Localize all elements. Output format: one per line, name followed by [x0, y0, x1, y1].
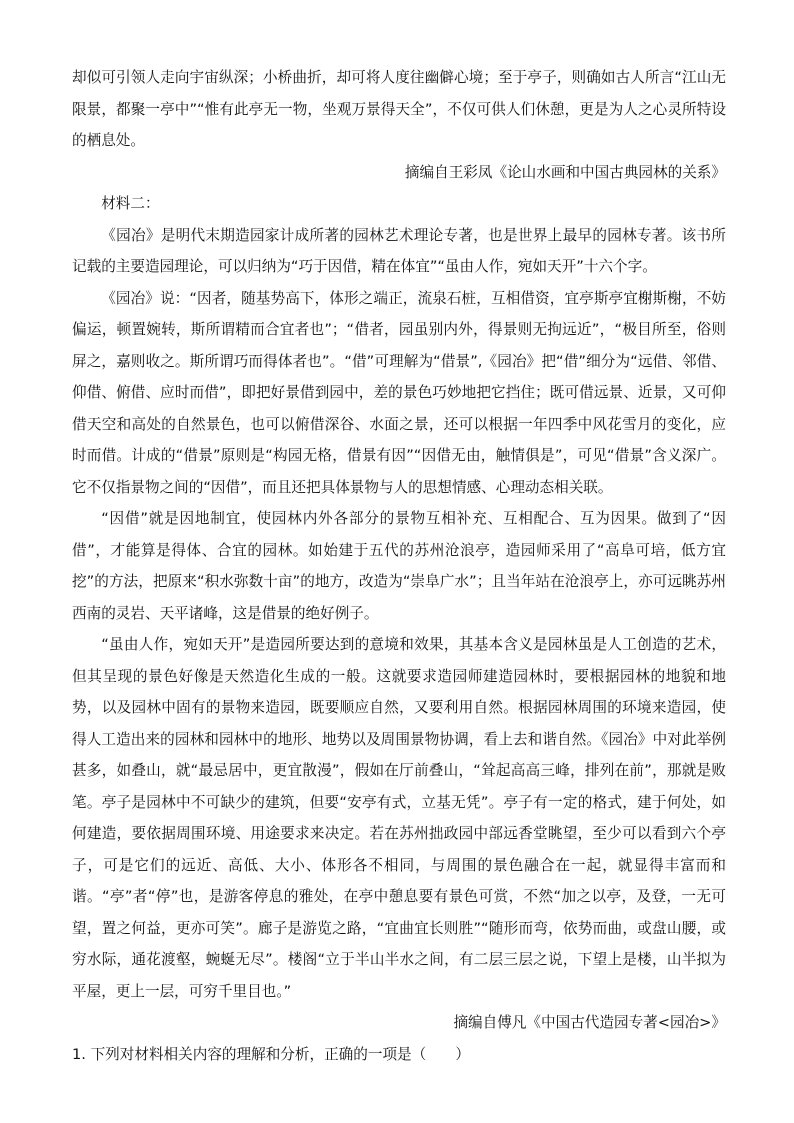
material-2-label: 材料二： [101, 195, 160, 212]
source-citation-2: 摘编自傅凡《中国古代造园专著<园冶>》 [453, 1014, 726, 1031]
paragraph-4: “虽由人作，宛如天开”是造园所要达到的意境和效果，其基本含义是园林虽是人工创造的艺术，但其呈现的景色好像是天然造化生成的一般。这就要求造园师建造园林时，要根据园林的地貌和地势，以及园林中固有的景物来造园，既要顺应自然，又要利用自然。根据园林周围的环境来造园，使得人工造出来的园林和园林中的地形、地势以及周围景物协调，看上去和谐自然。《园冶》中对此举例甚多，如叠山，就“最忌居中，更宜散漫”，假如在厅前叠山，“耸起高高三峰，排列在前”，那就是败笔。亭子是园林中不可缺少的建筑，但要“安亭有式，立基无凭”。亭子有一定的格式，建于何处，如何建造，要依据周围环境、用途要求来决定。若在苏州拙政园中部远香堂眺望，至少可以看到六个亭子，可是它们的远近、高低、大小、体形各不相同，与周围的景色融合在一起，就显得丰富而和谐。“亭”者“停”也，是游客停息的雅处，在亭中憩息要有景色可赏，不然“加之以亭，及登，一无可望，置之何益，更亦可笑”。廊子是游览之路，“宜曲宜长则胜”“随形而弯，依势而曲，或盘山腰，或穷水际，通花渡壑，蜿蜒无尽”。楼阁“立于半山半水之间，有二层三层之说，下望上是楼，山半拟为平屋，更上一层，可穷千里目也。” [72, 636, 726, 1000]
paragraph-2: 《园冶》说：“因者，随基势高下，体形之端正，流泉石桩，互相借资，宜亭斯亭宜榭斯榭，不妨偏运，顿置婉转，斯所谓精而合宜者也”；“借者，园虽别内外，得景则无拘远近”，“极目所至，俗则屏之，嘉则收之。斯所谓巧而得体者也”。“借”可理解为“借景”,《园冶》把“借”细分为“远借、邻借、仰借、俯借、应时而借”，即把好景借到园中，差的景色巧妙地把它挡住；既可借远景、近景，又可仰借天空和高处的自然景色，也可以俯借深谷、水面之景，还可以根据一年四季中风花雪月的变化，应时而借。计成的“借景”原则是“构园无格，借景有因”“因借无由，触情俱是”，可见“借景”含义深广。它不仅指景物之间的“因借”，而且还把具体景物与人的思想情感、心理动态相关联。 [72, 289, 726, 496]
document-body [72, 62, 726, 1070]
source-citation-1: 摘编自王彩凤《论山水画和中国古典园林的关系》 [404, 163, 726, 181]
intro-paragraph: 却似可引领人走向宇宙纵深；小桥曲折，却可将人度往幽僻心境；至于亭子，则确如古人所言“江山无限景，都聚一亭中”“惟有此亭无一物，坐观万景得天全”，不仅可供人们休憩，更是为人之心灵所特设的栖息处。 [72, 69, 726, 149]
paragraph-1: 《园冶》是明代末期造园家计成所著的园林艺术理论专著，也是世界上最早的园林专著。该书所记载的主要造园理论，可以归纳为“巧于因借，精在体宜”“虽由人作，宛如天开”十六个字。 [72, 226, 726, 275]
question-1: 1. 下列对材料相关内容的理解和分析，正确的一项是（ ） [72, 1045, 471, 1063]
paragraph-3: “因借”就是因地制宜，使园林内外各部分的景物互相补充、互相配合、互为因果。做到了“因借”，才能算是得体、合宜的园林。如始建于五代的苏州沧浪亭，造园师采用了“高阜可培，低方宜挖”的方法，把原来“积水弥数十亩”的地方，改造为“崇阜广水”；且当年站在沧浪亭上，亦可远眺苏州西南的灵岩、天平诸峰，这是借景的绝好例子。 [72, 510, 726, 622]
